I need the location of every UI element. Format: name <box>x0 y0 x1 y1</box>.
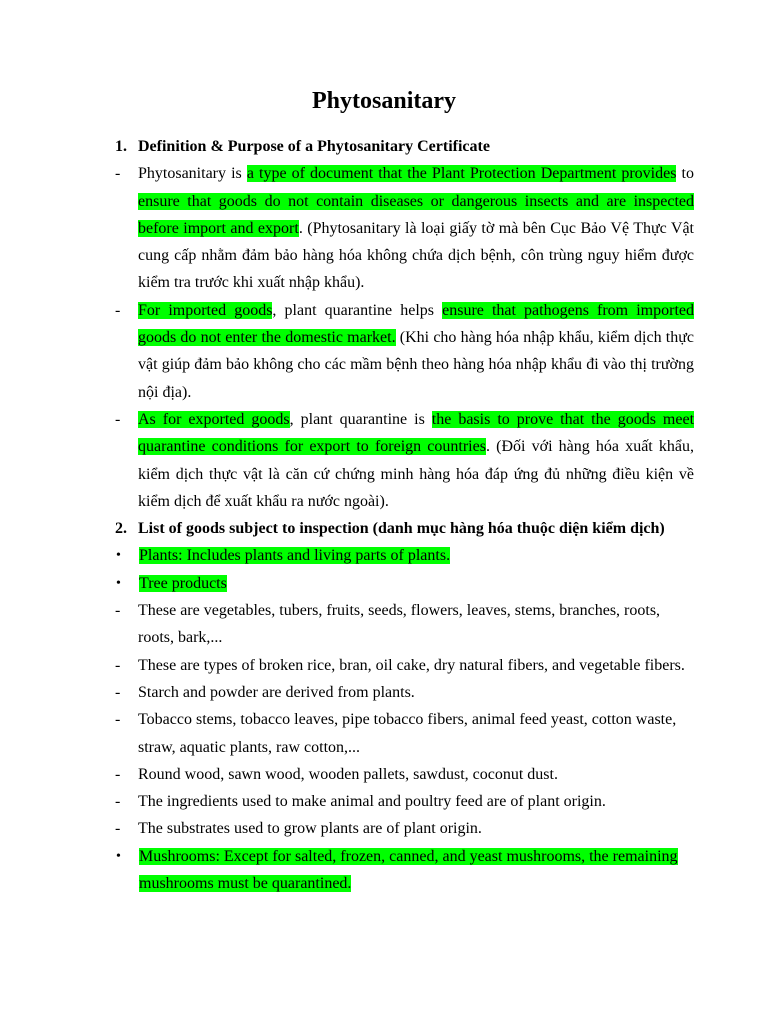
text-run: , plant quarantine helps <box>272 301 443 319</box>
dash-marker: - <box>115 793 121 811</box>
highlighted-text: ensure that pathogens from imported goods do not enter the domestic market. <box>138 301 694 347</box>
dash-marker: - <box>115 656 121 674</box>
dash-marker: - <box>115 765 121 783</box>
text-run: (Khi cho hàng hóa nhập khẩu, kiểm dịch thực vật giúp đảm bảo không cho các mầm bệnh theo hàng hóa nhập khẩu đi vào thị trường nội địa). <box>138 329 694 401</box>
highlighted-text: For imported goods <box>138 301 273 319</box>
highlighted-text: As for exported goods <box>138 410 290 428</box>
list-item-text: Tobacco stems, tobacco leaves, pipe tobacco fibers, animal feed yeast, cotton waste, straw, aquatic plants, raw cotton,... <box>138 711 677 756</box>
bullet-marker: • <box>116 575 121 591</box>
list-item <box>115 706 694 761</box>
list-item-text: Round wood, sawn wood, wooden pallets, sawdust, coconut dust. <box>138 765 558 783</box>
section-number: 1. <box>115 138 127 155</box>
text-run: , plant quarantine is <box>289 410 432 428</box>
bullet-item-tree-products <box>115 570 694 597</box>
bullet-item-mushrooms <box>115 843 694 898</box>
bullet-text <box>139 570 694 597</box>
document-body <box>115 133 694 897</box>
dash-marker: - <box>115 820 121 838</box>
bullet-marker: • <box>116 848 121 864</box>
dash-marker: - <box>115 602 121 620</box>
text-run: Phytosanitary is <box>138 165 247 183</box>
list-item <box>115 160 694 296</box>
highlighted-text: the basis to prove that the goods meet quarantine conditions for export to foreign countries <box>138 410 695 456</box>
list-item-text: The ingredients used to make animal and poultry feed are of plant origin. <box>138 793 606 811</box>
dash-marker: - <box>115 683 121 701</box>
list-item <box>115 652 694 679</box>
section-number: 2. <box>115 520 127 538</box>
bullet-text <box>139 843 694 898</box>
list-item-text: The substrates used to grow plants are of plant origin. <box>138 820 482 838</box>
section-heading-text: Definition & Purpose of a Phytosanitary Certificate <box>138 138 490 155</box>
page-title: Phytosanitary <box>312 88 456 114</box>
bullet-item-plants <box>115 542 694 569</box>
highlighted-text: Tree products <box>139 574 227 592</box>
dash-marker: - <box>115 711 121 729</box>
list-item <box>115 679 694 706</box>
list-item <box>115 297 694 406</box>
highlighted-text: ensure that goods do not contain diseases or dangerous insects and are inspected before import and export <box>138 192 694 237</box>
bullet-marker: • <box>116 548 121 564</box>
list-item <box>115 597 694 652</box>
section-heading-text: List of goods subject to inspection (danh mục hàng hóa thuộc diện kiểm dịch) <box>138 520 665 538</box>
list-item-text: These are types of broken rice, bran, oil cake, dry natural fibers, and vegetable fibers. <box>138 656 685 674</box>
list-item <box>115 761 694 788</box>
text-run: . (Đối với hàng hóa xuất khẩu, kiểm dịch thực vật là căn cứ chứng minh hàng hóa đáp ứng đủ những điều kiện về kiểm dịch để xuất khẩu ra nước ngoài). <box>138 438 695 510</box>
section-2-heading <box>115 515 694 542</box>
paragraph-text <box>138 297 694 406</box>
list-item <box>115 406 694 515</box>
paragraph-text <box>138 406 694 515</box>
dash-marker: - <box>115 410 121 428</box>
highlighted-text: Mushrooms: Except for salted, frozen, canned, and yeast mushrooms, the remaining mushrooms must be quarantined. <box>139 847 678 893</box>
dash-marker: - <box>115 301 121 319</box>
highlighted-text: Plants: Includes plants and living parts of plants. <box>139 547 451 565</box>
dash-marker: - <box>115 165 121 183</box>
list-item-text: Starch and powder are derived from plants. <box>138 683 415 701</box>
list-item-text: These are vegetables, tubers, fruits, seeds, flowers, leaves, stems, branches, roots, roots, bark,... <box>138 602 661 647</box>
text-run: . (Phytosanitary là loại giấy tờ mà bên Cục Bảo Vệ Thực Vật cung cấp nhằm đảm bảo hàng hóa không chứa dịch bệnh, côn trùng nguy hiểm được kiểm tra trước khi xuất nhập khẩu). <box>138 219 694 292</box>
highlighted-text: a type of document that the Plant Protection Department provides <box>246 165 677 183</box>
text-run: to <box>676 165 694 183</box>
section-1-heading <box>115 133 694 160</box>
paragraph-text <box>138 160 694 296</box>
bullet-text <box>139 542 694 569</box>
list-item <box>115 815 694 842</box>
list-item <box>115 788 694 815</box>
